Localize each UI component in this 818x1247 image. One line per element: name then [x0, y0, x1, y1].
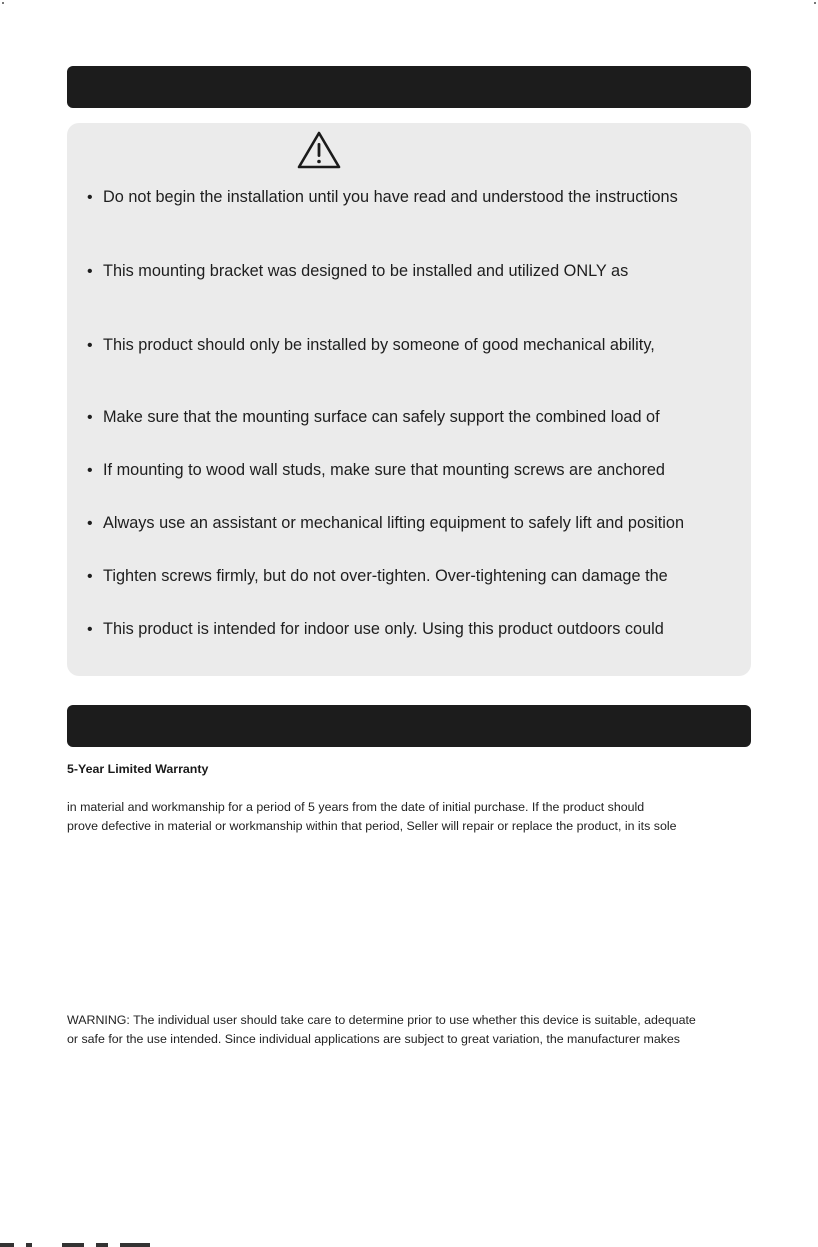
- bullet-dot: •: [87, 462, 93, 479]
- warranty-paragraph-line: prove defective in material or workmanship within that period, Seller will repair or replace the product, in its sole: [67, 819, 677, 833]
- safety-section-header-bar: [67, 66, 751, 108]
- safety-item-text: Always use an assistant or mechanical lifting equipment to safely lift and position: [103, 514, 685, 532]
- safety-item-text: Make sure that the mounting surface can safely support the combined load of: [103, 408, 660, 426]
- safety-item-text: This mounting bracket was designed to be installed and utilized ONLY as: [103, 262, 629, 280]
- warranty-section-header-bar: [67, 705, 751, 747]
- warning-paragraph-line: WARNING: The individual user should take care to determine prior to use whether this device is suitable, adequate: [67, 1013, 696, 1027]
- bullet-dot: •: [87, 263, 93, 280]
- footer-clipped-text-mark: [0, 1240, 160, 1247]
- safety-item: [87, 620, 747, 639]
- bullet-dot: •: [87, 409, 93, 426]
- crop-mark: [2, 2, 4, 4]
- warning-triangle-icon: [296, 130, 342, 170]
- warranty-paragraph: [67, 798, 751, 836]
- safety-item-text: Tighten screws firmly, but do not over-tighten. Over-tightening can damage the: [103, 567, 668, 585]
- warranty-heading: 5-Year Limited Warranty: [67, 762, 209, 776]
- warning-paragraph: [67, 1011, 751, 1049]
- safety-item: [87, 461, 747, 480]
- bullet-dot: •: [87, 189, 93, 206]
- safety-item: [87, 262, 747, 281]
- safety-item-text: This product is intended for indoor use only. Using this product outdoors could: [103, 620, 664, 638]
- crop-mark: [814, 2, 816, 4]
- bullet-dot: •: [87, 515, 93, 532]
- bullet-dot: •: [87, 621, 93, 638]
- warranty-paragraph-line: in material and workmanship for a period of 5 years from the date of initial purchase. If the product should: [67, 800, 645, 814]
- safety-item: [87, 514, 747, 533]
- safety-item: [87, 336, 747, 355]
- safety-item: [87, 188, 747, 207]
- safety-item-text: This product should only be installed by someone of good mechanical ability,: [103, 336, 655, 354]
- safety-item-text: Do not begin the installation until you have read and understood the instructions: [103, 188, 678, 206]
- safety-item-text: If mounting to wood wall studs, make sure that mounting screws are anchored: [103, 461, 665, 479]
- bullet-dot: •: [87, 337, 93, 354]
- safety-item: [87, 567, 747, 586]
- bullet-dot: •: [87, 568, 93, 585]
- warning-paragraph-line: or safe for the use intended. Since individual applications are subject to great variation, the manufacturer makes: [67, 1032, 680, 1046]
- safety-item: [87, 408, 747, 427]
